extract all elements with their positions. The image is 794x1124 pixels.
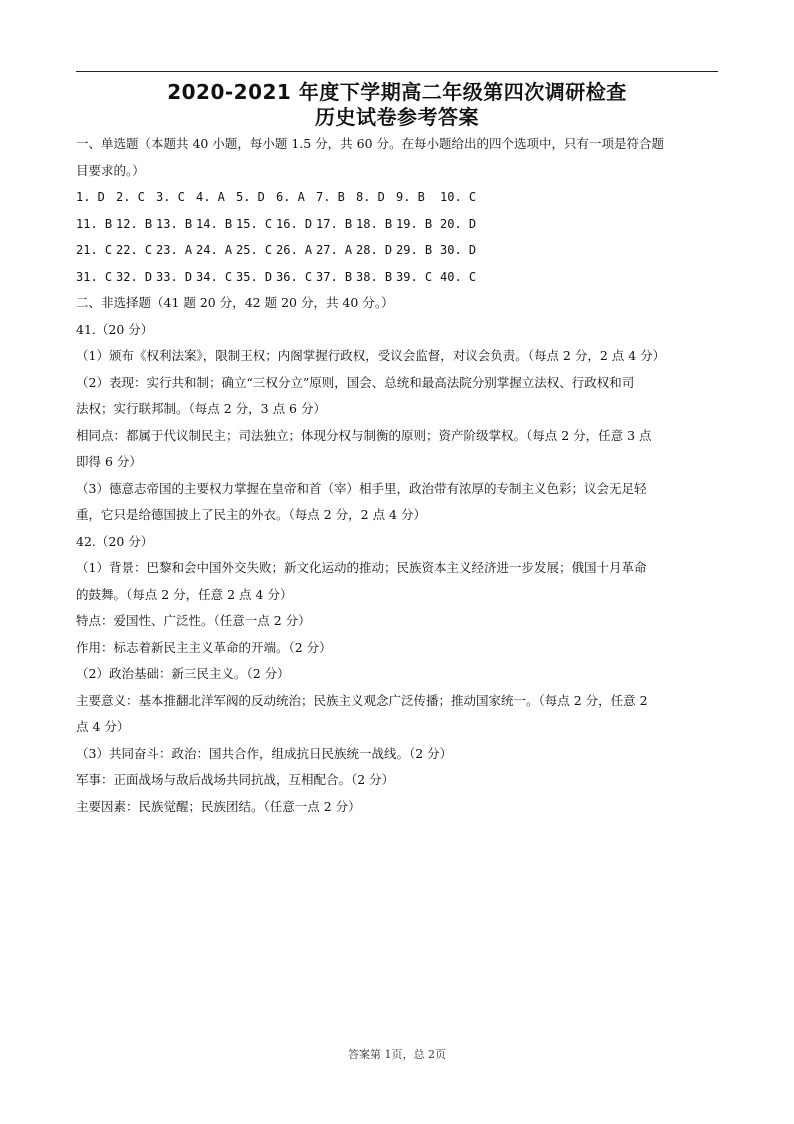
mcq-answer: 23. A (156, 243, 193, 257)
mcq-answer: 20. D (440, 216, 477, 231)
answer-line: 军事：正面战场与敌后战场共同抗战，互相配合。（2 分） (76, 772, 395, 787)
answer-line: （3）共同奋斗：政治：国共合作，组成抗日民族统一战线。（2 分） (76, 745, 453, 761)
mcq-answer: 24. A (196, 243, 233, 257)
section1-intro: 一、单选题（本题共 40 小题，每小题 1.5 分，共 60 分。在每小题给出的四个选项中，只有一项是符合题 (76, 136, 665, 151)
mcq-answer: 21. C (76, 243, 113, 257)
mcq-answer: 12. B (116, 216, 153, 231)
section2-intro: 二、非选择题（41 题 20 分，42 题 20 分，共 40 分。） (76, 295, 394, 310)
mcq-answer: 34. C (196, 269, 233, 284)
page-subtitle: 历史试卷参考答案 (315, 105, 479, 129)
mcq-answer: 19. B (396, 216, 433, 231)
mcq-answer: 13. B (156, 216, 193, 231)
mcq-answer: 37. B (316, 269, 353, 284)
answer-content (76, 131, 718, 820)
mcq-answer-row (76, 237, 718, 264)
answer-line: （2）表现：实行共和制；确立“三权分立”原则，国会、总统和最高法院分别掌握立法权、行政权和司 (76, 374, 635, 390)
mcq-answer: 8. D (356, 190, 385, 204)
mcq-answer: 3. C (156, 190, 185, 204)
mcq-answer: 11. B (76, 216, 113, 231)
mcq-answer: 27. A (316, 243, 353, 257)
mcq-answer-row (76, 211, 718, 238)
mcq-answer: 26. A (276, 243, 313, 257)
answer-line: 点 4 分） (76, 719, 130, 734)
mcq-answer: 36. C (276, 269, 313, 284)
answer-line: 特点：爱国性、广泛性。（任意一点 2 分） (76, 613, 311, 628)
answer-line: 作用：标志着新民主主义革命的开端。（2 分） (76, 639, 332, 655)
mcq-answer: 4. A (196, 190, 225, 204)
mcq-answer: 30. D (440, 243, 477, 257)
mcq-answer: 18. B (356, 216, 393, 231)
answer-line: 主要意义：基本推翻北洋军阀的反动统治；民族主义观念广泛传播；推动国家统一。（每点 2 分，任意 2 (76, 692, 648, 708)
mcq-answer: 22. C (116, 243, 153, 257)
page-footer: 答案第 1页，总 2页 (348, 1048, 446, 1061)
answer-line: 主要因素：民族觉醒；民族团结。（任意一点 2 分） (76, 798, 361, 814)
mcq-answer: 10. C (440, 190, 477, 204)
answer-line: 即得 6 分） (76, 454, 142, 469)
mcq-answer: 33. D (156, 269, 193, 284)
mcq-answer: 2. C (116, 190, 145, 204)
mcq-answer: 7. B (316, 190, 345, 204)
mcq-answer: 5. D (236, 190, 265, 204)
mcq-answer: 31. C (76, 269, 113, 284)
answer-line: 重，它只是给德国披上了民主的外衣。（每点 2 分，2 点 4 分） (76, 507, 426, 522)
answer-line: （1）背景：巴黎和会中国外交失败；新文化运动的推动；民族资本主义经济进一步发展；俄国十月革命 (76, 560, 647, 575)
mcq-answer: 25. C (236, 243, 273, 257)
mcq-answer-grid (76, 184, 718, 290)
answer-line: 法权；实行联邦制。（每点 2 分，3 点 6 分） (76, 401, 326, 416)
answer-line: （1）颁布《权利法案》，限制王权；内阁掌握行政权，受议会监督，对议会负责。（每点 2 分，2 点 4 分） (76, 348, 666, 363)
mcq-answer: 9. B (396, 190, 425, 204)
answer-line: 42.（20 分） (76, 533, 154, 549)
mcq-answer: 28. D (356, 243, 393, 257)
mcq-answer: 14. B (196, 216, 233, 231)
mcq-answer: 35. D (236, 269, 273, 284)
mcq-answer-row (76, 184, 718, 211)
answer-line: 的鼓舞。（每点 2 分，任意 2 点 4 分） (76, 586, 293, 602)
mcq-answer: 29. B (396, 243, 433, 257)
answer-line: （2）政治基础：新三民主义。（2 分） (76, 666, 290, 681)
mcq-answer: 6. A (276, 190, 305, 204)
mcq-answer: 39. C (396, 269, 433, 284)
section2-answers (76, 317, 718, 821)
answer-line: 41.（20 分） (76, 321, 154, 337)
page-title: 2020-2021 年度下学期高二年级第四次调研检查 (167, 80, 627, 104)
mcq-answer: 38. B (356, 269, 393, 284)
answer-line: 相同点：都属于代议制民主；司法独立；体现分权与制衡的原则；资产阶级掌权。（每点 2 分，任意 3 点 (76, 427, 652, 443)
mcq-answer-row (76, 264, 718, 291)
mcq-answer: 15. C (236, 216, 273, 231)
answer-line: （3）德意志帝国的主要权力掌握在皇帝和首（宰）相手里，政治带有浓厚的专制主义色彩；议会无足轻 (76, 480, 647, 496)
mcq-answer: 32. D (116, 269, 153, 284)
mcq-answer: 40. C (440, 269, 477, 284)
mcq-answer: 1. D (76, 190, 105, 204)
header-rule (76, 71, 718, 72)
section1-intro-cont: 目要求的。） (76, 162, 145, 178)
mcq-answer: 17. B (316, 216, 353, 231)
mcq-answer: 16. D (276, 216, 313, 231)
